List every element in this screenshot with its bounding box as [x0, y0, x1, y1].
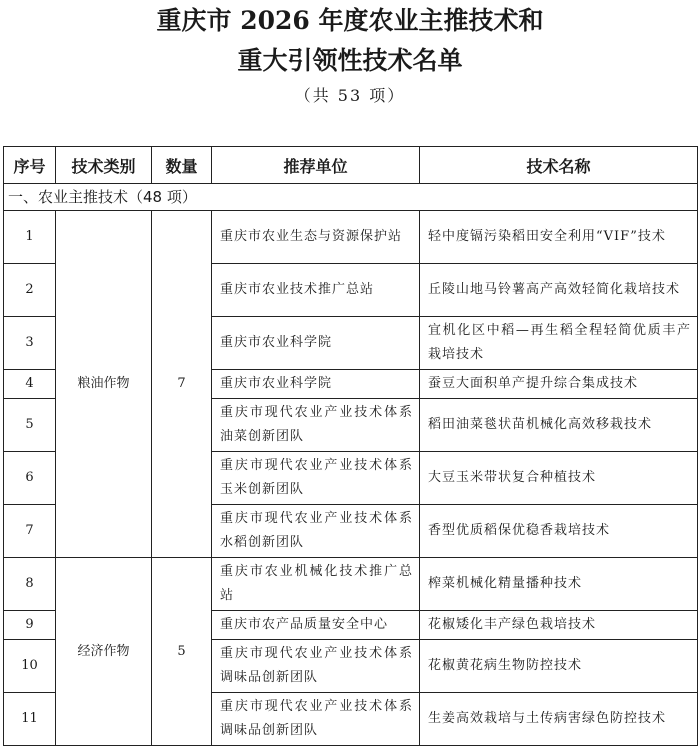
tech-cell: 香型优质稻保优稳香栽培技术	[420, 505, 698, 558]
unit-cell: 重庆市现代农业产业技术体系油菜创新团队	[212, 399, 420, 452]
unit-cell: 重庆市现代农业产业技术体系调味品创新团队	[212, 693, 420, 746]
quantity-cell: 5	[152, 558, 212, 746]
unit-cell: 重庆市现代农业产业技术体系水稻创新团队	[212, 505, 420, 558]
row-no: 2	[4, 264, 56, 317]
header-no: 序号	[4, 147, 56, 184]
tech-cell: 丘陵山地马铃薯高产高效轻简化栽培技术	[420, 264, 698, 317]
section-title: 一、农业主推技术（48 项）	[4, 184, 698, 211]
tech-cell: 榨菜机械化精量播种技术	[420, 558, 698, 611]
total-count: （共 53 项）	[294, 86, 406, 105]
row-no: 5	[4, 399, 56, 452]
table-header-row	[4, 147, 698, 184]
quantity-cell: 7	[152, 211, 212, 558]
technology-table	[3, 146, 698, 746]
header-tech: 技术名称	[420, 147, 698, 184]
tech-cell: 大豆玉米带状复合种植技术	[420, 452, 698, 505]
document-title-line2: 重大引领性技术名单	[237, 46, 463, 75]
tech-cell: 宜机化区中稻—再生稻全程轻简优质丰产栽培技术	[420, 317, 698, 370]
header-quantity: 数量	[152, 147, 212, 184]
unit-cell: 重庆市农业科学院	[212, 317, 420, 370]
unit-cell: 重庆市农业机械化技术推广总站	[212, 558, 420, 611]
header-category: 技术类别	[56, 147, 152, 184]
document-title-line1: 重庆市 2026 年度农业主推技术和	[156, 6, 544, 35]
unit-cell: 重庆市农业科学院	[212, 370, 420, 399]
tech-cell: 花椒矮化丰产绿色栽培技术	[420, 611, 698, 640]
row-no: 6	[4, 452, 56, 505]
row-no: 7	[4, 505, 56, 558]
table-row	[4, 558, 698, 611]
row-no: 3	[4, 317, 56, 370]
category-cell: 经济作物	[56, 558, 152, 746]
row-no: 9	[4, 611, 56, 640]
tech-cell: 生姜高效栽培与土传病害绿色防控技术	[420, 693, 698, 746]
unit-cell: 重庆市农产品质量安全中心	[212, 611, 420, 640]
unit-cell: 重庆市现代农业产业技术体系玉米创新团队	[212, 452, 420, 505]
tech-cell: 蚕豆大面积单产提升综合集成技术	[420, 370, 698, 399]
row-no: 11	[4, 693, 56, 746]
row-no: 4	[4, 370, 56, 399]
unit-cell: 重庆市农业生态与资源保护站	[212, 211, 420, 264]
row-no: 10	[4, 640, 56, 693]
unit-cell: 重庆市现代农业产业技术体系调味品创新团队	[212, 640, 420, 693]
tech-cell: 稻田油菜毯状苗机械化高效移栽技术	[420, 399, 698, 452]
section-row	[4, 184, 698, 211]
header-unit: 推荐单位	[212, 147, 420, 184]
tech-cell: 轻中度镉污染稻田安全利用“VIF”技术	[420, 211, 698, 264]
tech-cell: 花椒黄花病生物防控技术	[420, 640, 698, 693]
unit-cell: 重庆市农业技术推广总站	[212, 264, 420, 317]
category-cell: 粮油作物	[56, 211, 152, 558]
row-no: 1	[4, 211, 56, 264]
row-no: 8	[4, 558, 56, 611]
table-row	[4, 211, 698, 264]
